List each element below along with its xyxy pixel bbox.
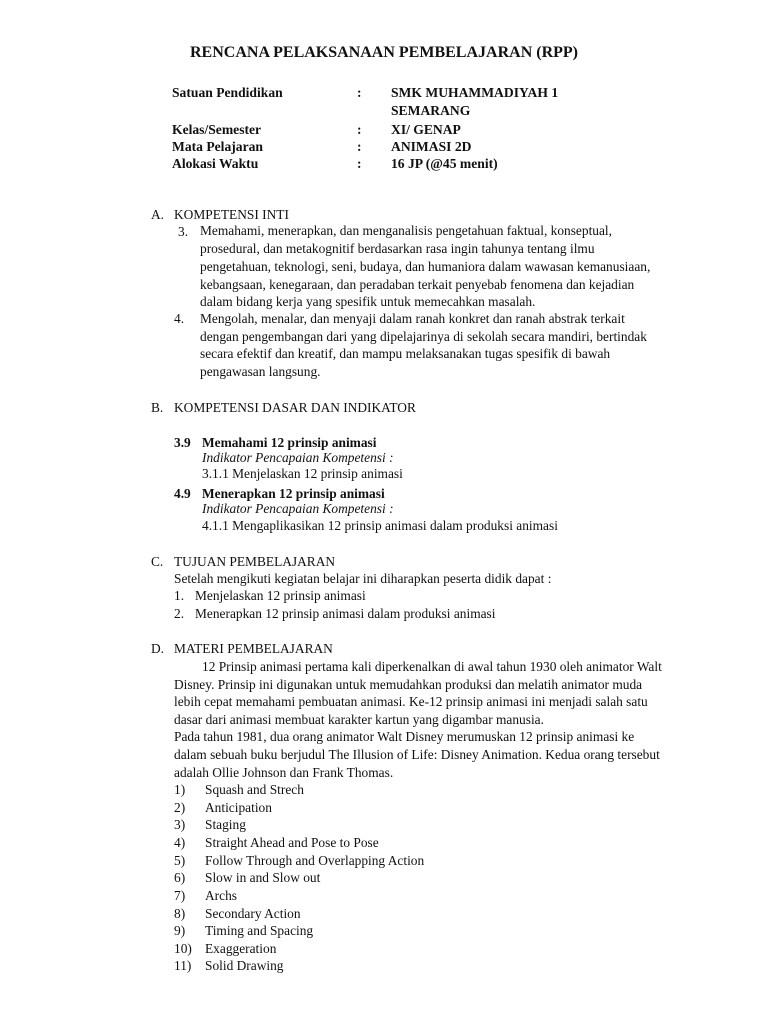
section-d-letter: D. [151,641,165,656]
principle-number: 3) [174,817,186,832]
principle-number: 5) [174,853,186,868]
info-label-satuan: Satuan Pendidikan [172,85,283,100]
section-b-title: KOMPETENSI DASAR DAN INDIKATOR [174,400,416,415]
info-colon: : [357,122,362,137]
info-label-alokasi: Alokasi Waktu [172,156,259,171]
principle-text: Straight Ahead and Pose to Pose [205,835,379,850]
materi-paragraph-1-line: dasar dari animasi membuat karakter kartun yang digambar manusia. [174,712,544,727]
section-c-letter: C. [151,554,164,569]
info-value-satuan-1: SMK MUHAMMADIYAH 1 [391,85,559,100]
materi-paragraph-1-line: 12 Prinsip animasi pertama kali diperkenalkan di awal tahun 1930 oleh animator Walt [202,659,662,674]
ki-item-3-line-5: dalam bidang kerja yang spesifik untuk memecahkan masalah. [200,294,536,309]
materi-paragraph-1-line: Disney. Prinsip ini digunakan untuk memudahkan produksi dan melatih animator muda [174,677,643,692]
ki-item-4-line-4: pengawasan langsung. [200,364,321,379]
section-c-intro: Setelah mengikuti kegiatan belajar ini diharapkan peserta didik dapat : [174,571,552,586]
objective-number: 1. [174,588,185,603]
section-a-letter: A. [151,207,165,222]
materi-paragraph-2-line: adalah Ollie Johnson dan Frank Thomas. [174,765,394,780]
materi-paragraph-2-line: Pada tahun 1981, dua orang animator Walt Disney merumuskan 12 prinsip animasi ke [174,729,635,744]
principle-text: Secondary Action [205,906,301,921]
section-d-title: MATERI PEMBELAJARAN [174,641,333,656]
principle-text: Staging [205,817,246,832]
principle-text: Slow in and Slow out [205,870,321,885]
ki-item-3-line-2: prosedural, dan metakognitif berdasarkan rasa ingin tahunya tentang ilmu [200,241,595,256]
info-value-kelas: XI/ GENAP [391,122,461,137]
info-colon: : [357,156,362,171]
principle-number: 10) [174,941,192,956]
ki-item-3-line-4: kebangsaan, kenegaraan, dan peradaban terkait penyebab fenomena dan kejadian [200,277,635,292]
section-b-letter: B. [151,400,164,415]
info-label-kelas: Kelas/Semester [172,122,262,137]
principle-number: 2) [174,800,186,815]
principle-text: Solid Drawing [205,958,284,973]
principle-number: 11) [174,958,192,973]
indicator-text: 4.1.1 Mengaplikasikan 12 prinsip animasi dalam produksi animasi [202,518,558,533]
principle-text: Timing and Spacing [205,923,314,938]
principle-text: Follow Through and Overlapping Action [205,853,425,868]
kd-title: Memahami 12 prinsip animasi [202,435,377,450]
ki-item-4-line-1: Mengolah, menalar, dan menyaji dalam ranah konkret dan ranah abstrak terkait [200,311,625,326]
info-colon: : [357,85,362,100]
ki-item-number: 4. [174,311,185,326]
objective-text: Menjelaskan 12 prinsip animasi [195,588,366,603]
ki-item-4-line-3: secara efektif dan kreatif, dan mampu melaksanakan tugas spesifik di bawah [200,346,611,361]
materi-paragraph-1-line: lebih cepat memahami pembuatan animasi. Ke-12 prinsip animasi ini menjadi salah satu [174,694,648,709]
principle-number: 7) [174,888,186,903]
indicator-text: 3.1.1 Menjelaskan 12 prinsip animasi [202,466,403,481]
principle-text: Archs [205,888,237,903]
ki-item-3-line-3: pengetahuan, teknologi, seni, budaya, dan humaniora dalam wawasan kemanusiaan, [200,259,651,274]
materi-paragraph-2-line: dalam sebuah buku berjudul The Illusion of Life: Disney Animation. Kedua orang tersebut [174,747,660,762]
principle-text: Squash and Strech [205,782,304,797]
document-title: RENCANA PELAKSANAAN PEMBELAJARAN (RPP) [190,44,578,61]
ki-item-4-line-2: dengan pengembangan dari yang dipelajarinya di sekolah secara mandiri, bertindak [200,329,647,344]
kd-number: 3.9 [174,435,191,450]
kd-title: Menerapkan 12 prinsip animasi [202,486,385,501]
ki-item-number: 3. [178,224,189,239]
objective-text: Menerapkan 12 prinsip animasi dalam produksi animasi [195,606,496,621]
section-c-title: TUJUAN PEMBELAJARAN [174,554,336,569]
principle-number: 4) [174,835,186,850]
info-value-mapel: ANIMASI 2D [391,139,472,154]
principle-number: 9) [174,923,186,938]
info-value-alokasi: 16 JP (@45 menit) [391,156,498,171]
principle-text: Anticipation [205,800,272,815]
objective-number: 2. [174,606,185,621]
info-value-satuan-2: SEMARANG [391,103,471,118]
info-colon: : [357,139,362,154]
section-a-title: KOMPETENSI INTI [174,207,289,222]
principle-number: 6) [174,870,186,885]
principle-number: 8) [174,906,186,921]
indicator-label: Indikator Pencapaian Kompetensi : [202,501,394,516]
ki-item-3-line-1: Memahami, menerapkan, dan menganalisis pengetahuan faktual, konseptual, [200,223,612,238]
info-label-mapel: Mata Pelajaran [172,139,263,154]
kd-number: 4.9 [174,486,191,501]
indicator-label: Indikator Pencapaian Kompetensi : [202,450,394,465]
principle-number: 1) [174,782,186,797]
principle-text: Exaggeration [205,941,277,956]
